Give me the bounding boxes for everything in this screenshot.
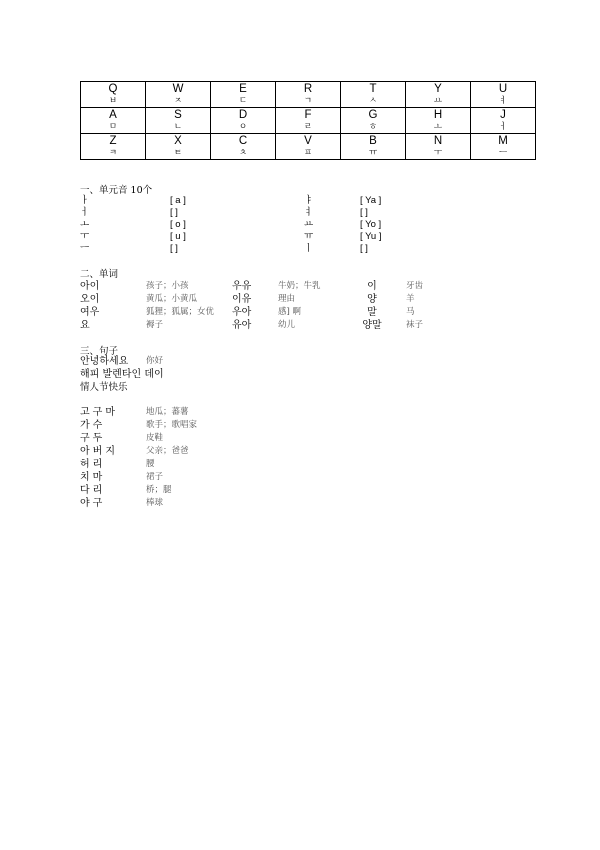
- vowel-romanization: [ ]: [170, 243, 178, 254]
- key-latin: J: [500, 109, 506, 121]
- korean-word: 아이: [80, 281, 100, 292]
- vowel-romanization: [ ]: [360, 207, 368, 218]
- key-hangul: ㄴ: [173, 122, 183, 132]
- key-cell: [276, 108, 341, 134]
- korean-word: 요: [80, 320, 90, 331]
- vowel-glyph: ㅜ: [80, 231, 90, 242]
- korean-word: 야구: [80, 498, 106, 509]
- korean-word: 여우: [80, 307, 100, 318]
- key-latin: W: [172, 83, 184, 95]
- korean-word: 다리: [80, 485, 106, 496]
- vowel-romanization: [ o ]: [170, 219, 186, 230]
- korean-word: 고구마: [80, 407, 118, 418]
- key-cell: [81, 82, 146, 108]
- chinese-meaning: 感] 啊: [278, 307, 302, 317]
- chinese-meaning: 理由: [278, 294, 296, 304]
- key-latin: U: [498, 83, 508, 95]
- keyboard-row: [81, 134, 536, 160]
- korean-word: 이유: [232, 294, 252, 305]
- key-latin: F: [304, 109, 312, 121]
- chinese-meaning: 牛奶；牛乳: [278, 281, 321, 291]
- key-cell: [211, 134, 276, 160]
- key-latin: H: [433, 109, 443, 121]
- key-cell: [276, 82, 341, 108]
- key-cell: [406, 134, 471, 160]
- key-hangul: ㄱ: [303, 96, 313, 106]
- key-latin: S: [174, 109, 182, 121]
- vowel-glyph: ㅗ: [80, 219, 90, 230]
- vowel-glyph: ㅕ: [304, 207, 314, 218]
- key-latin: Y: [434, 83, 442, 95]
- chinese-meaning: 腰: [146, 459, 155, 469]
- korean-sentence: 해피 발렌타인 데이: [80, 369, 164, 380]
- vowel-glyph: ㅣ: [304, 243, 314, 254]
- chinese-meaning: 羊: [406, 294, 415, 304]
- vowel-row: [80, 219, 540, 231]
- key-latin: R: [303, 83, 313, 95]
- key-hangul: ㅅ: [368, 96, 378, 106]
- korean-word: 구두: [80, 433, 106, 444]
- korean-word: 가수: [80, 420, 106, 431]
- chinese-meaning: 裙子: [146, 472, 164, 482]
- vowel-glyph: ㅛ: [304, 219, 314, 230]
- key-latin: Z: [109, 135, 117, 147]
- vowel-romanization: [ Yo ]: [360, 219, 382, 230]
- chinese-meaning: 马: [406, 307, 415, 317]
- key-latin: D: [238, 109, 248, 121]
- key-latin: A: [109, 109, 117, 121]
- section3-heading: 三、句子: [80, 346, 119, 357]
- korean-word: 양말: [362, 320, 382, 331]
- korean-word: 허리: [80, 459, 106, 470]
- vocab-row: [80, 445, 480, 458]
- vowel-romanization: [ ]: [360, 243, 368, 254]
- key-cell: [211, 82, 276, 108]
- keyboard-row: [81, 108, 536, 134]
- key-cell: [471, 82, 536, 108]
- keyboard-mapping-table: [80, 81, 536, 160]
- korean-word: 이: [367, 281, 377, 292]
- vowel-romanization: [ u ]: [170, 231, 186, 242]
- key-hangul: ㅁ: [108, 122, 118, 132]
- key-hangul: ㅕ: [498, 96, 508, 106]
- korean-word: 유아: [232, 320, 252, 331]
- vowel-glyph: ㅡ: [80, 243, 90, 254]
- key-hangul: ㅗ: [433, 122, 443, 132]
- vocab-row: [80, 458, 480, 471]
- key-latin: E: [239, 83, 247, 95]
- vocab-row: [80, 471, 480, 484]
- key-hangul: ㅓ: [498, 122, 508, 132]
- section2-heading: 二、单词: [80, 269, 119, 280]
- chinese-meaning: 你好: [146, 356, 164, 366]
- key-latin: V: [304, 135, 312, 147]
- key-hangul: ㅎ: [368, 122, 378, 132]
- key-cell: [471, 134, 536, 160]
- vocab-row: [80, 406, 480, 419]
- key-cell: [341, 108, 406, 134]
- key-hangul: ㅇ: [238, 122, 248, 132]
- vowel-romanization: [ Ya ]: [360, 195, 382, 206]
- vocab-row: [80, 432, 480, 445]
- korean-word: 우유: [232, 281, 252, 292]
- key-cell: [406, 82, 471, 108]
- key-hangul: ㅠ: [368, 148, 378, 158]
- key-hangul: ㅌ: [173, 148, 183, 158]
- key-latin: G: [368, 109, 378, 121]
- chinese-meaning: 父亲；爸爸: [146, 446, 189, 456]
- key-cell: [81, 108, 146, 134]
- vowel-romanization: [ ]: [170, 207, 178, 218]
- key-latin: Q: [108, 83, 118, 95]
- chinese-meaning: 狐狸；狐属；女优: [146, 307, 215, 317]
- vowel-row: [80, 195, 540, 207]
- korean-word: 양: [367, 294, 377, 305]
- vowel-row: [80, 207, 540, 219]
- key-cell: [276, 134, 341, 160]
- word-row: [80, 306, 540, 319]
- key-hangul: ㅛ: [433, 96, 443, 106]
- vocab-row: [80, 419, 480, 432]
- key-latin: T: [369, 83, 377, 95]
- chinese-meaning: 袜子: [406, 320, 424, 330]
- korean-word: 말: [367, 307, 377, 318]
- korean-word: 오이: [80, 294, 100, 305]
- chinese-meaning: 黄瓜；小黄瓜: [146, 294, 198, 304]
- key-hangul: ㅊ: [238, 148, 248, 158]
- key-hangul: ㅜ: [433, 148, 443, 158]
- korean-sentence: 안녕하세요: [80, 356, 129, 367]
- key-hangul: ㅋ: [108, 148, 118, 158]
- section1-heading: 一、单元音 10个: [80, 185, 153, 196]
- chinese-meaning: 桥；腿: [146, 485, 172, 495]
- chinese-meaning: 幼儿: [278, 320, 296, 330]
- key-latin: M: [498, 135, 508, 147]
- keyboard-row: [81, 82, 536, 108]
- vowel-glyph: ㅑ: [304, 195, 314, 206]
- key-cell: [341, 82, 406, 108]
- sentence-row: [80, 368, 480, 381]
- chinese-meaning: 褥子: [146, 320, 164, 330]
- korean-word: 치마: [80, 472, 106, 483]
- key-cell: [146, 108, 211, 134]
- korean-word: 우아: [232, 307, 252, 318]
- key-hangul: ㅂ: [108, 96, 118, 106]
- vocab-row: [80, 497, 480, 510]
- vowel-row: [80, 243, 540, 255]
- sentence-translation: 情人节快乐: [80, 382, 128, 393]
- korean-word: 아버지: [80, 446, 118, 457]
- chinese-meaning: 牙齿: [406, 281, 424, 291]
- key-hangul: ㅡ: [498, 148, 508, 158]
- key-hangul: ㄷ: [238, 96, 248, 106]
- vowel-romanization: [ Yu ]: [360, 231, 382, 242]
- chinese-meaning: 歌手；歌唱家: [146, 420, 198, 430]
- key-cell: [146, 82, 211, 108]
- key-latin: X: [174, 135, 182, 147]
- chinese-meaning: 皮鞋: [146, 433, 164, 443]
- vowel-row: [80, 231, 540, 243]
- vowel-glyph: ㅓ: [80, 207, 90, 218]
- sentence-row: [80, 355, 480, 368]
- vowel-romanization: [ a ]: [170, 195, 186, 206]
- chinese-meaning: 棒球: [146, 498, 164, 508]
- key-cell: [211, 108, 276, 134]
- key-hangul: ㅍ: [303, 148, 313, 158]
- key-cell: [406, 108, 471, 134]
- key-cell: [471, 108, 536, 134]
- key-hangul: ㅈ: [173, 96, 183, 106]
- key-latin: N: [433, 135, 443, 147]
- key-latin: B: [369, 135, 377, 147]
- key-cell: [341, 134, 406, 160]
- word-row: [80, 280, 540, 293]
- key-cell: [81, 134, 146, 160]
- vowel-glyph: ㅠ: [304, 231, 314, 242]
- vowel-glyph: ㅏ: [80, 195, 90, 206]
- chinese-meaning: 孩子；小孩: [146, 281, 189, 291]
- key-hangul: ㄹ: [303, 122, 313, 132]
- key-latin: C: [238, 135, 248, 147]
- key-cell: [146, 134, 211, 160]
- vocab-row: [80, 484, 480, 497]
- word-row: [80, 293, 540, 306]
- word-row: [80, 319, 540, 332]
- chinese-meaning: 地瓜；蕃薯: [146, 407, 189, 417]
